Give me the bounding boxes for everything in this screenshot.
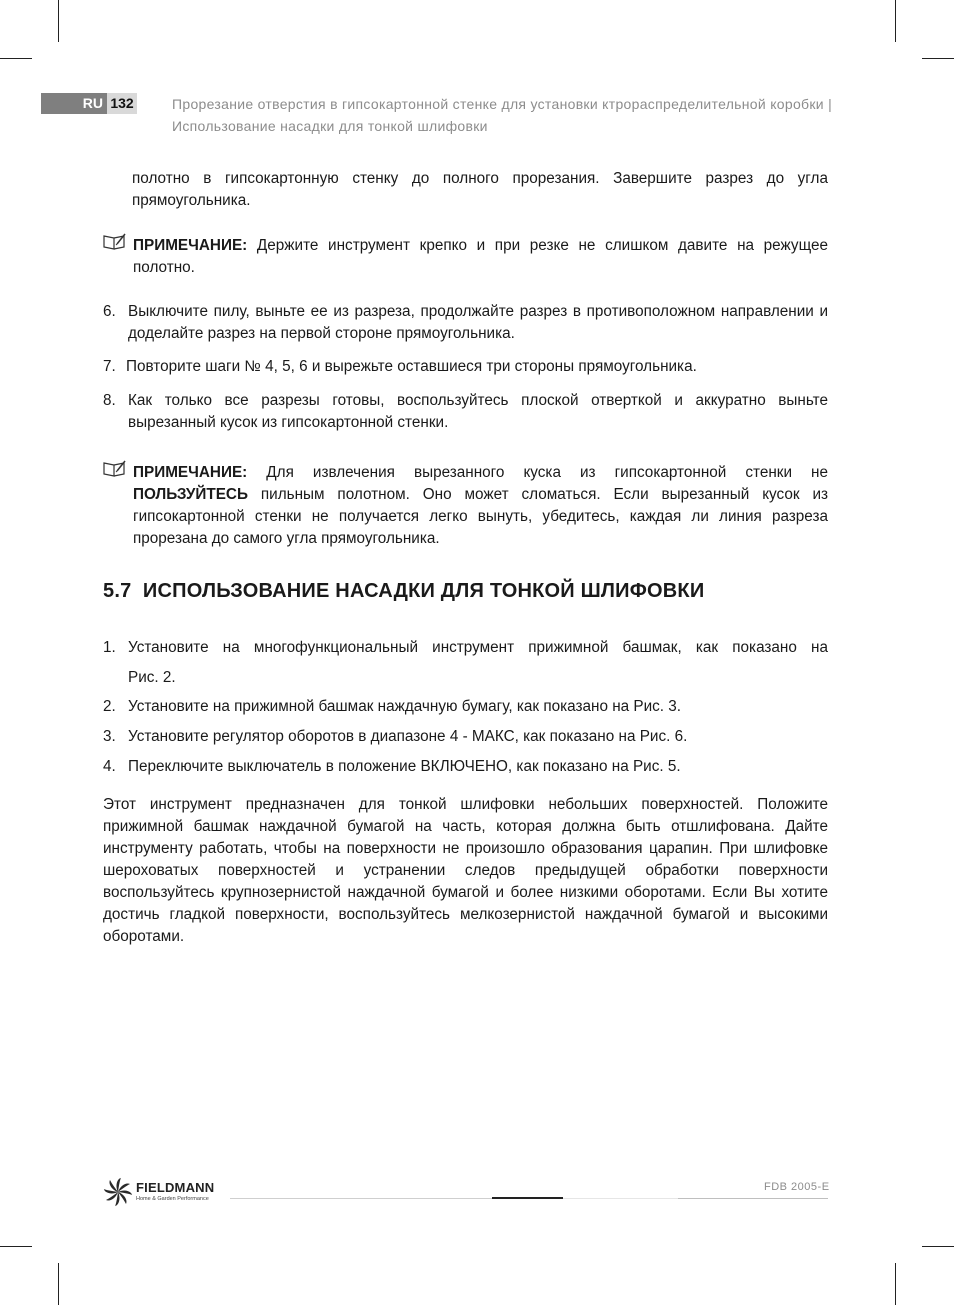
footer-divider-accent bbox=[492, 1197, 563, 1199]
brand-name: FIELDMANN bbox=[136, 1180, 215, 1195]
note-book-icon bbox=[103, 233, 127, 250]
list-item bbox=[103, 696, 828, 718]
page-number: 132 bbox=[107, 93, 137, 114]
note-text: Держите инструмент крепко и при резке не слишком давите на режущее полотно. bbox=[133, 237, 828, 276]
crop-mark bbox=[0, 1246, 32, 1247]
list-text: Как только все разрезы готовы, воспользуйтесь плоской отверткой и аккуратно выньте вырезанный кусок из гипсокартонной стенки. bbox=[128, 392, 828, 431]
list-item bbox=[103, 356, 828, 378]
crop-mark bbox=[0, 58, 32, 59]
section-title: 5.7 ИСПОЛЬЗОВАНИЕ НАСАДКИ ДЛЯ ТОНКОЙ ШЛИФОВКИ bbox=[103, 580, 705, 602]
emphasis: ПОЛЬЗУЙТЕСЬ bbox=[133, 486, 248, 503]
list-item bbox=[103, 390, 828, 434]
note-label: ПРИМЕЧАНИЕ: bbox=[133, 237, 248, 254]
list-text: Выключите пилу, выньте ее из разреза, продолжайте разрез в противоположном направлении и доделайте разрез на первой стороне прямоугольника. bbox=[128, 303, 828, 342]
crop-mark bbox=[922, 1246, 954, 1247]
note-label: ПРИМЕЧАНИЕ: bbox=[133, 464, 248, 481]
header-title: Прорезание отверстия в гипсокартонной стенке для установки ктрораспределительной коробки | Использование насадки для тонкой шлифовки bbox=[172, 96, 833, 134]
language-tab: RU bbox=[41, 93, 107, 114]
footer-divider bbox=[230, 1198, 492, 1199]
crop-mark bbox=[922, 58, 954, 59]
list-text: Установите регулятор оборотов в диапазоне 4 - МАКС, как показано на Рис. 6. bbox=[128, 728, 688, 745]
list-text: Переключите выключатель в положение ВКЛЮЧЕНО, как показано на Рис. 5. bbox=[128, 758, 681, 775]
list-number: 2. bbox=[103, 698, 116, 715]
list-number: 1. bbox=[103, 639, 116, 656]
note-paragraph bbox=[133, 235, 828, 279]
list-item bbox=[103, 637, 828, 689]
list-number: 3. bbox=[103, 728, 116, 745]
list-text: Повторите шаги № 4, 5, 6 и вырежьте оставшиеся три стороны прямоугольника. bbox=[126, 358, 697, 375]
footer-divider bbox=[678, 1198, 828, 1199]
list-item bbox=[103, 726, 828, 748]
crop-mark bbox=[895, 0, 896, 42]
footer-divider bbox=[563, 1198, 678, 1199]
body-paragraph: Этот инструмент предназначен для тонкой шлифовки небольших поверхностей. Положите прижимной башмак наждачной бумагой на часть, которая должна быть отшлифована. Дайте инструменту работать, чтобы на поверхности не произошло образования царапин. При шлифовке шероховатых поверхностей и устранении следов предыдущей обработки поверхности воспользуйтесь крупнозернистой наждачной бумагой и более низкими оборотами. Если Вы хотите достичь гладкой поверхности, воспользуйтесь мелкозернистой наждачной бумагой и высокими оборотами. bbox=[103, 796, 828, 945]
brand-logo bbox=[103, 1177, 228, 1207]
list-number: 4. bbox=[103, 758, 116, 775]
model-number: FDB 2005-E bbox=[764, 1181, 830, 1193]
brand-tagline: Home & Garden Performance bbox=[136, 1196, 209, 1202]
list-text: Установите на многофункциональный инструмент прижимной башмак, как показано на Рис. 2. bbox=[128, 639, 828, 686]
continuation-paragraph: полотно в гипсокартонную стенку до полного прорезания. Завершите разрез до угла прямоугольника. bbox=[132, 170, 828, 209]
crop-mark bbox=[895, 1263, 896, 1305]
fan-logo-icon bbox=[103, 1177, 133, 1207]
list-text: Установите на прижимной башмак наждачную бумагу, как показано на Рис. 3. bbox=[128, 698, 682, 715]
list-item bbox=[103, 756, 828, 778]
list-number: 8. bbox=[103, 392, 116, 409]
note-book-icon bbox=[103, 460, 127, 477]
crop-mark bbox=[58, 1263, 59, 1305]
crop-mark bbox=[58, 0, 59, 42]
note-paragraph: ПРИМЕЧАНИЕ: Для извлечения вырезанного куска из гипсокартонной стенки не ПОЛЬЗУЙТЕСЬ пильным полотном. Оно может сломаться. Если вырезанный кусок из гипсокартонной стенки не получается легко вынуть, убедитесь, каждая ли линия разреза прорезана до самого угла прямоугольника. bbox=[133, 464, 828, 547]
list-number: 6. bbox=[103, 303, 116, 320]
list-item bbox=[103, 301, 828, 345]
list-number: 7. bbox=[103, 358, 116, 375]
